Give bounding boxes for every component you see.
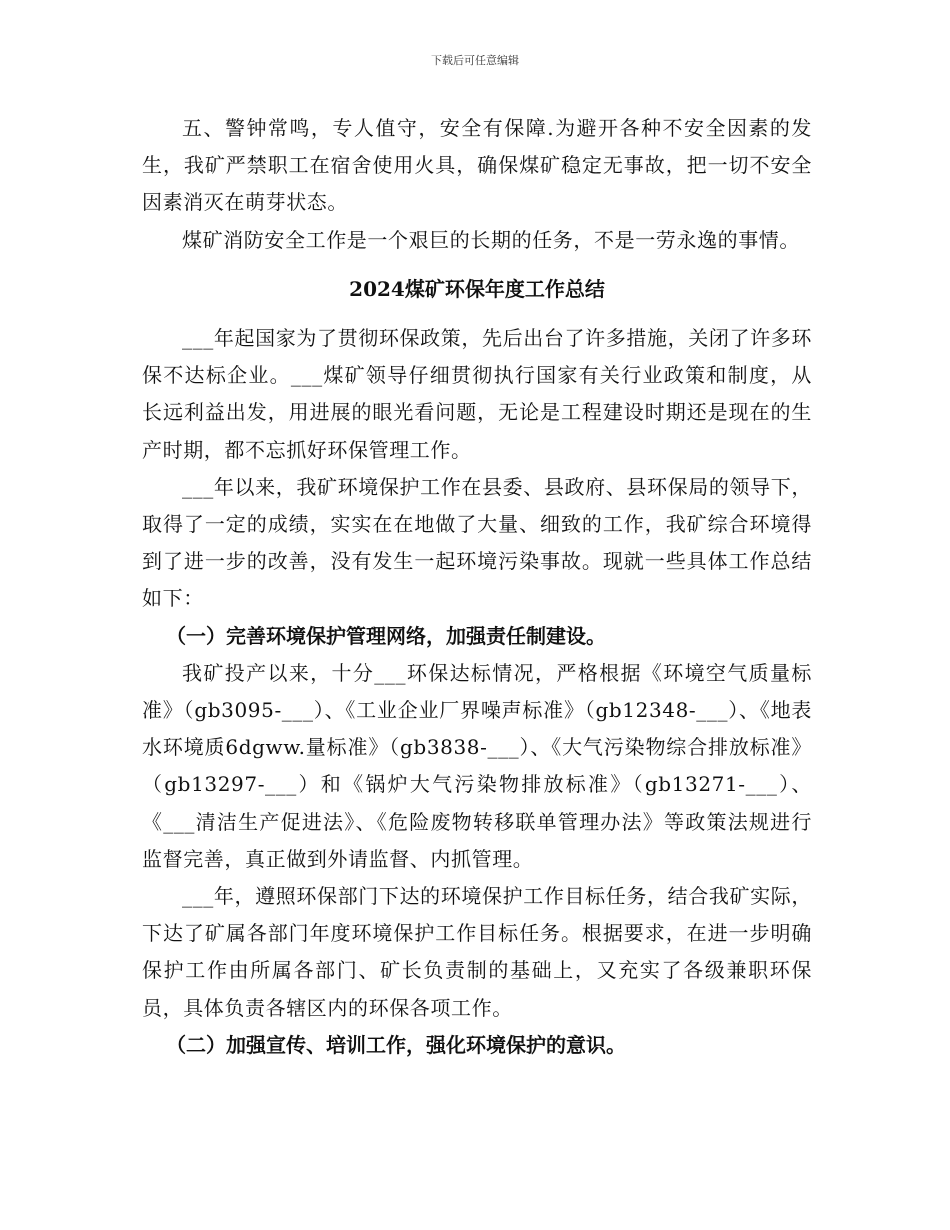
paragraph-fire-safety-conclusion: 煤矿消防安全工作是一个艰巨的长期的任务，不是一劳永逸的事情。 bbox=[182, 227, 800, 252]
paragraph-targets: ___年，遵照环保部门下达的环境保护工作目标任务，结合我矿实际，下达了矿属各部门年度环境保护工作目标任务。根据要求，在进一步明确保护工作由所属各部门、矿长负责制的基础上，又充实了各级兼职环保员，具体负责各辖区内的环保各项工作。 bbox=[142, 884, 812, 1020]
paragraph-standards: 我矿投产以来，十分___环保达标情况，严格根据《环境空气质量标准》（gb3095-___）、《工业企业厂界噪声标准》（gb12348-___）、《地表水环境质6dgww.量标准》（gb3838-___）、《大气污染物综合排放标准》（gb13297-___）和《锅炉大气污染物排放标准》（gb13271-___）、《___清洁生产促进法》、《危险废物转移联单管理办法》等政策法规进行监督完善，真正做到外请监督、内抓管理。 bbox=[142, 660, 812, 871]
document-body bbox=[142, 110, 812, 1064]
page-header: 下载后可任意编辑 bbox=[431, 54, 519, 67]
section-heading-1: （一）完善环境保护管理网络，加强责任制建设。 bbox=[166, 623, 606, 648]
paragraph-safety-measures: 五、警钟常鸣，专人值守，安全有保障.为避开各种不安全因素的发生，我矿严禁职工在宿舍使用火具，确保煤矿稳定无事故，把一切不安全因素消灭在萌芽状态。 bbox=[142, 116, 812, 215]
paragraph-achievements: ___年以来，我矿环境保护工作在县委、县政府、县环保局的领导下，取得了一定的成绩，实实在在地做了大量、细致的工作，我矿综合环境得到了进一步的改善，没有发生一起环境污染事故。现就一些具体工作总结如下： bbox=[142, 474, 812, 611]
paragraph-introduction: ___年起国家为了贯彻环保政策，先后出台了许多措施，关闭了许多环保不达标企业。___煤矿领导仔细贯彻执行国家有关行业政策和制度，从长远利益出发，用进展的眼光看问题，无论是工程建设时期还是现在的生产时期，都不忘抓好环保管理工作。 bbox=[142, 326, 812, 462]
section-heading-2: （二）加强宣传、培训工作，强化环境保护的意识。 bbox=[166, 1032, 626, 1057]
document-title: 2024煤矿环保年度工作总结 bbox=[349, 276, 605, 301]
